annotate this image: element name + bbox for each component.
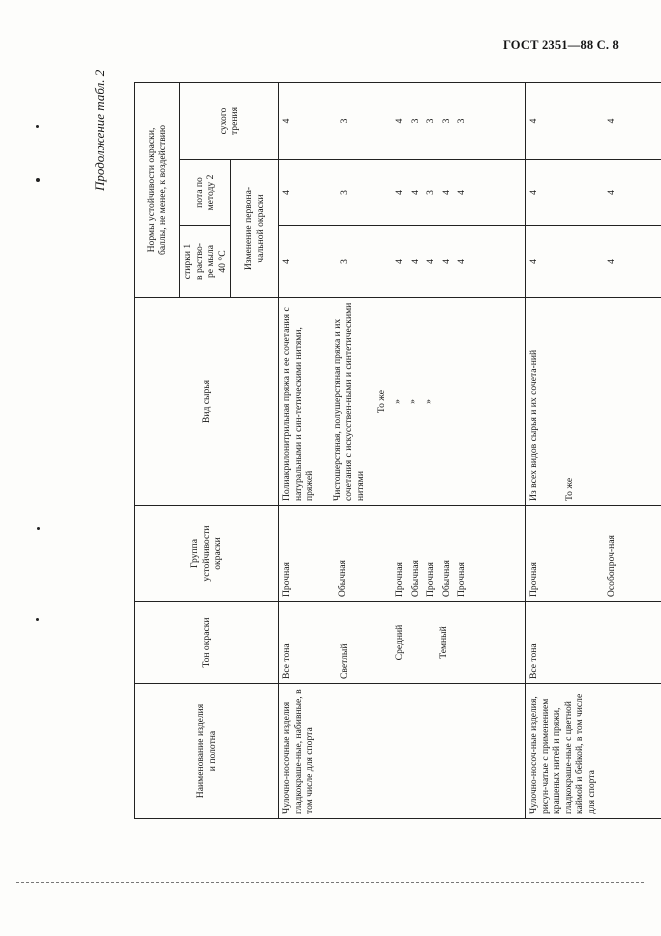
wash-cell: [279, 226, 526, 298]
dry-value: 3: [456, 118, 467, 124]
table-row: [526, 82, 661, 818]
wash-value: 4: [409, 259, 421, 264]
table-body: [279, 82, 661, 818]
group-value: Прочная: [394, 562, 405, 597]
name-cell: [279, 684, 526, 819]
wash-value: 4: [281, 259, 292, 264]
sweat-value: 4: [281, 190, 292, 195]
dry-value: 4: [394, 118, 405, 124]
col-header-name: Наименование изделия и полотна: [135, 684, 279, 819]
dry-value: 4: [605, 118, 617, 124]
tone-cell: [526, 602, 661, 684]
tone-value: Все тона: [528, 643, 539, 679]
dry-value: 3: [440, 118, 452, 124]
col-header-wash: стирки 1 в раство- ре мыла 40 °С: [180, 226, 231, 298]
dry-cell: [279, 82, 526, 159]
col-header-tone: Тон окраски: [135, 602, 279, 684]
col-header-norms: Нормы устойчивости окраски, баллы, не менее, к воздействию: [135, 82, 180, 297]
sweat-value: 4: [605, 190, 617, 195]
wash-value: 4: [605, 259, 617, 264]
material-value: »: [407, 399, 418, 404]
sweat-value: 4: [456, 190, 467, 195]
sweat-cell: [526, 160, 661, 226]
material-value: »: [422, 399, 434, 404]
product-name: Чулочно-носочные изделия гладкокраше-ные, набивные, в том числе для спорта: [281, 689, 315, 814]
col-header-sweat: пота по методу 2: [180, 160, 231, 226]
tone-cell: [279, 602, 526, 684]
material-cell: [279, 298, 526, 506]
group-value: Прочная: [281, 562, 292, 597]
sweat-cell: [279, 160, 526, 226]
group-value: Прочная: [528, 562, 539, 597]
group-cell: [279, 506, 526, 602]
material-cell: [526, 298, 661, 506]
sweat-value: 4: [394, 190, 405, 195]
tone-value: Светлый: [338, 643, 350, 679]
sweat-value: 3: [338, 190, 350, 195]
material-value: Чистошерстяная, полушерстяная пряжа и их сочетания с искусствен-ными и синтетическими нитями: [331, 302, 366, 501]
wash-value: 4: [456, 259, 467, 264]
dry-value: 4: [281, 118, 292, 124]
tone-value: Темный: [437, 626, 449, 659]
wash-value: 4: [425, 259, 436, 264]
group-value: Особопроч-ная: [605, 535, 617, 597]
col-header-group: Группа устойчивости окраски: [135, 506, 279, 602]
norms-table: [134, 82, 661, 819]
group-value: Обычная: [409, 560, 421, 597]
wash-value: 4: [394, 259, 405, 264]
sweat-value: 4: [409, 190, 421, 195]
table-row: [279, 82, 526, 818]
material-value: »: [391, 399, 403, 404]
dry-cell: [526, 82, 661, 159]
group-value: Прочная: [425, 562, 436, 597]
sweat-value: 4: [440, 190, 452, 195]
sweat-value: 4: [528, 190, 539, 195]
col-header-dry: сухого трения: [180, 82, 279, 159]
group-value: Обычная: [336, 560, 348, 597]
dry-value: 3: [338, 118, 350, 124]
wash-cell: [526, 226, 661, 298]
group-value: Обычная: [440, 560, 452, 597]
group-value: Прочная: [456, 562, 467, 597]
tone-value: Все тона: [281, 643, 292, 679]
page-header: ГОСТ 2351—88 С. 8: [502, 38, 619, 52]
material-value: Полиакрилонитрильная пряжа и ее сочетания с натуральными и син-тетическими нитями, пряжей: [281, 307, 315, 501]
wash-value: 4: [440, 259, 452, 264]
group-cell: [526, 506, 661, 602]
dry-value: 4: [528, 118, 539, 124]
wash-value: 3: [338, 259, 350, 264]
col-header-material: Вид сырья: [135, 298, 279, 506]
col-header-change: Изменение первона- чальной окраски: [231, 160, 279, 298]
material-value: То же: [376, 389, 387, 414]
product-name: Чулочно-носоч-ные изделия, рисун-чатые с применением крашеных нитей и пряжи, гладкокраше-ные с цветной каймой и бейкой, в том числе для спорта: [528, 693, 597, 814]
wash-value: 4: [528, 259, 539, 264]
dry-value: 3: [409, 118, 421, 124]
sweat-value: 3: [425, 190, 436, 195]
dry-value: 3: [425, 118, 436, 124]
continuation-caption: Продолжение табл. 2: [92, 69, 107, 191]
material-value: То же: [563, 477, 575, 501]
material-value: Из всех видов сырья и их сочета-ний: [528, 349, 539, 501]
name-cell: [526, 684, 661, 819]
tone-value: Средний: [394, 624, 405, 661]
